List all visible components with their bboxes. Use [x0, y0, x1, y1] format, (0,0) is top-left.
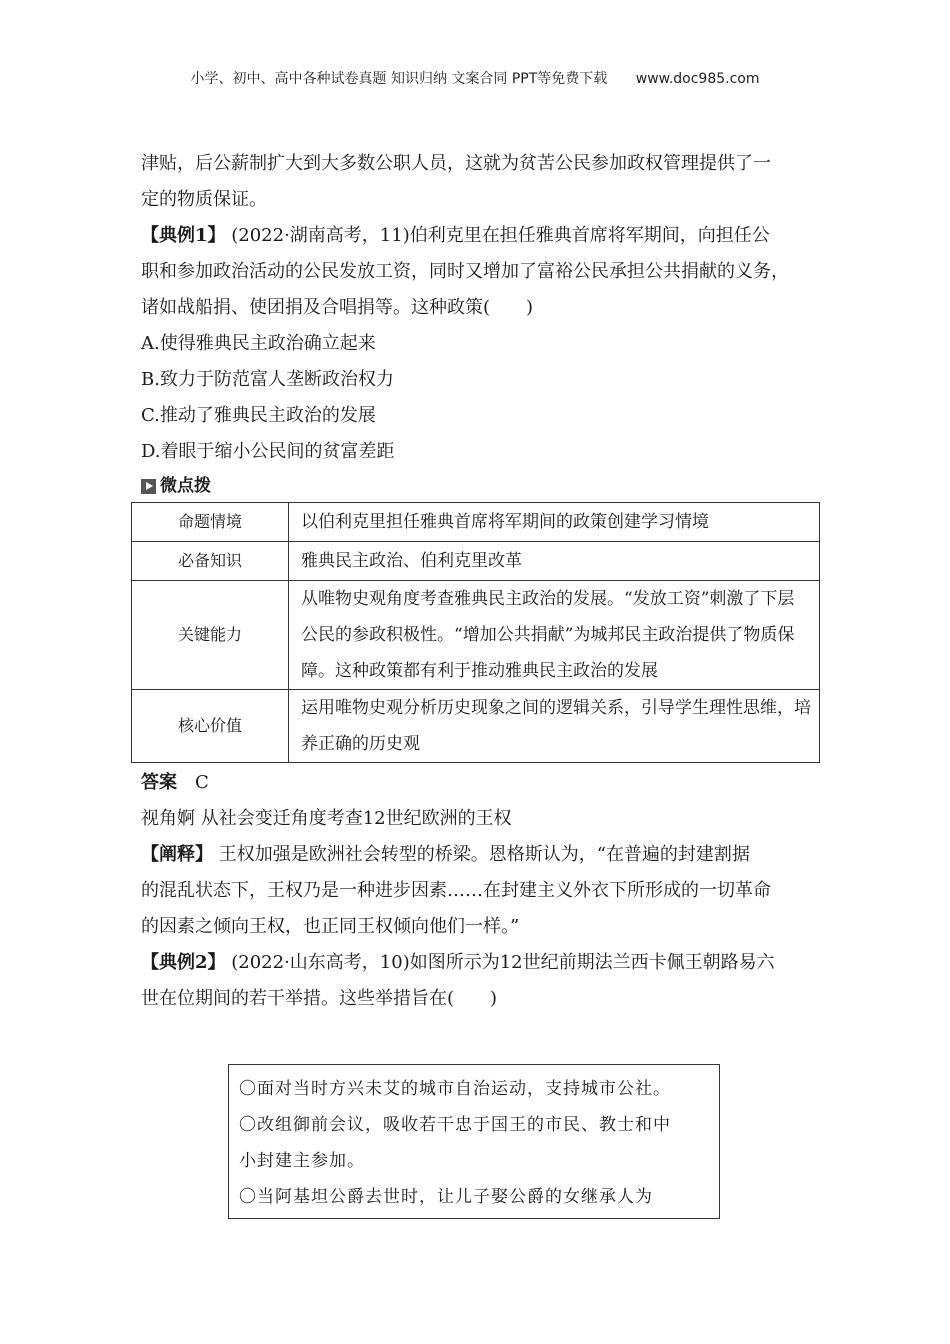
measures-box [228, 1064, 720, 1219]
example1-line: 诸如战船捐、使团捐及合唱捐等。这种政策( ) [141, 297, 534, 318]
measure-line: 〇改组御前会议，吸收若干忠于国王的市民、教士和中 [239, 1115, 671, 1135]
table-value: 从唯物史观角度考查雅典民主政治的发展。“发放工资”刺激了下层公民的参政积极性。“增加公共捐献”为城邦民主政治提供了物质保障。这种政策都有利于推动雅典民主政治的发展 [289, 581, 820, 690]
answer-label: 答案 [141, 772, 177, 793]
example2-line: 世在位期间的若干举措。这些举措旨在( ) [141, 988, 498, 1009]
example2-tag: 【典例2】 [141, 952, 226, 973]
example1-line: 职和参加政治活动的公民发放工资，同时又增加了富裕公民承担公共捐献的义务， [141, 261, 789, 282]
tip-heading [141, 470, 821, 502]
perspective-line: 视角婀 从社会变迁角度考查12世纪欧洲的王权 [141, 808, 512, 829]
page-header [0, 68, 950, 88]
measure-line: 〇面对当时方兴未艾的城市自治运动，支持城市公社。 [239, 1079, 671, 1099]
example2-text: (2022·山东高考，10)如图所示为12世纪前期法兰西卡佩王朝路易六 [225, 952, 775, 973]
table-value: 运用唯物史观分析历史现象之间的逻辑关系，引导学生理性思维，培养正确的历史观 [289, 690, 820, 763]
explain-line: 的因素之倾向王权，也正同王权倾向他们一样。” [141, 916, 520, 937]
table-row [132, 690, 820, 763]
header-url: www.doc985.com [635, 71, 760, 87]
table-row [132, 542, 820, 581]
option-c: C.推动了雅典民主政治的发展 [141, 405, 376, 426]
table-key: 命题情境 [132, 503, 289, 542]
tip-label: 微点拨 [160, 476, 211, 496]
table-value: 以伯利克里担任雅典首席将军期间的政策创建学习情境 [289, 503, 820, 542]
analysis-table [131, 502, 820, 763]
example1-line [141, 218, 821, 254]
document-body [141, 146, 821, 1017]
explain-tag: 【阐释】 [141, 844, 213, 865]
table-row [132, 503, 820, 542]
answer-value: C [195, 772, 209, 793]
intro-line: 津贴，后公薪制扩大到大多数公职人员，这就为贫苦公民参加政权管理提供了一 [141, 153, 771, 174]
option-d: D.着眼于缩小公民间的贫富差距 [141, 441, 395, 462]
intro-line: 定的物质保证。 [141, 189, 267, 210]
answer-line [141, 765, 821, 801]
measure-line: 小封建主参加。 [239, 1151, 365, 1171]
example2-line [141, 945, 821, 981]
table-key: 必备知识 [132, 542, 289, 581]
table-row [132, 581, 820, 690]
example1-text: (2022·湖南高考，11)伯利克里在担任雅典首席将军期间，向担任公 [225, 225, 770, 246]
option-a: A.使得雅典民主政治确立起来 [141, 333, 376, 354]
option-b: B.致力于防范富人垄断政治权力 [141, 369, 394, 390]
example1-tag: 【典例1】 [141, 225, 226, 246]
explain-text: 王权加强是欧洲社会转型的桥梁。恩格斯认为，“在普遍的封建割据 [213, 844, 750, 865]
table-key: 核心价值 [132, 690, 289, 763]
explain-line [141, 837, 821, 873]
explain-line: 的混乱状态下，王权乃是一种进步因素……在封建主义外衣下所形成的一切革命 [141, 880, 771, 901]
measure-line: 〇当阿基坦公爵去世时，让儿子娶公爵的女继承人为 [239, 1187, 653, 1207]
play-icon [141, 479, 156, 494]
header-text: 小学、初中、高中各种试卷真题 知识归纳 文案合同 PPT等免费下载 [190, 71, 608, 87]
table-key: 关键能力 [132, 581, 289, 690]
table-value: 雅典民主政治、伯利克里改革 [289, 542, 820, 581]
